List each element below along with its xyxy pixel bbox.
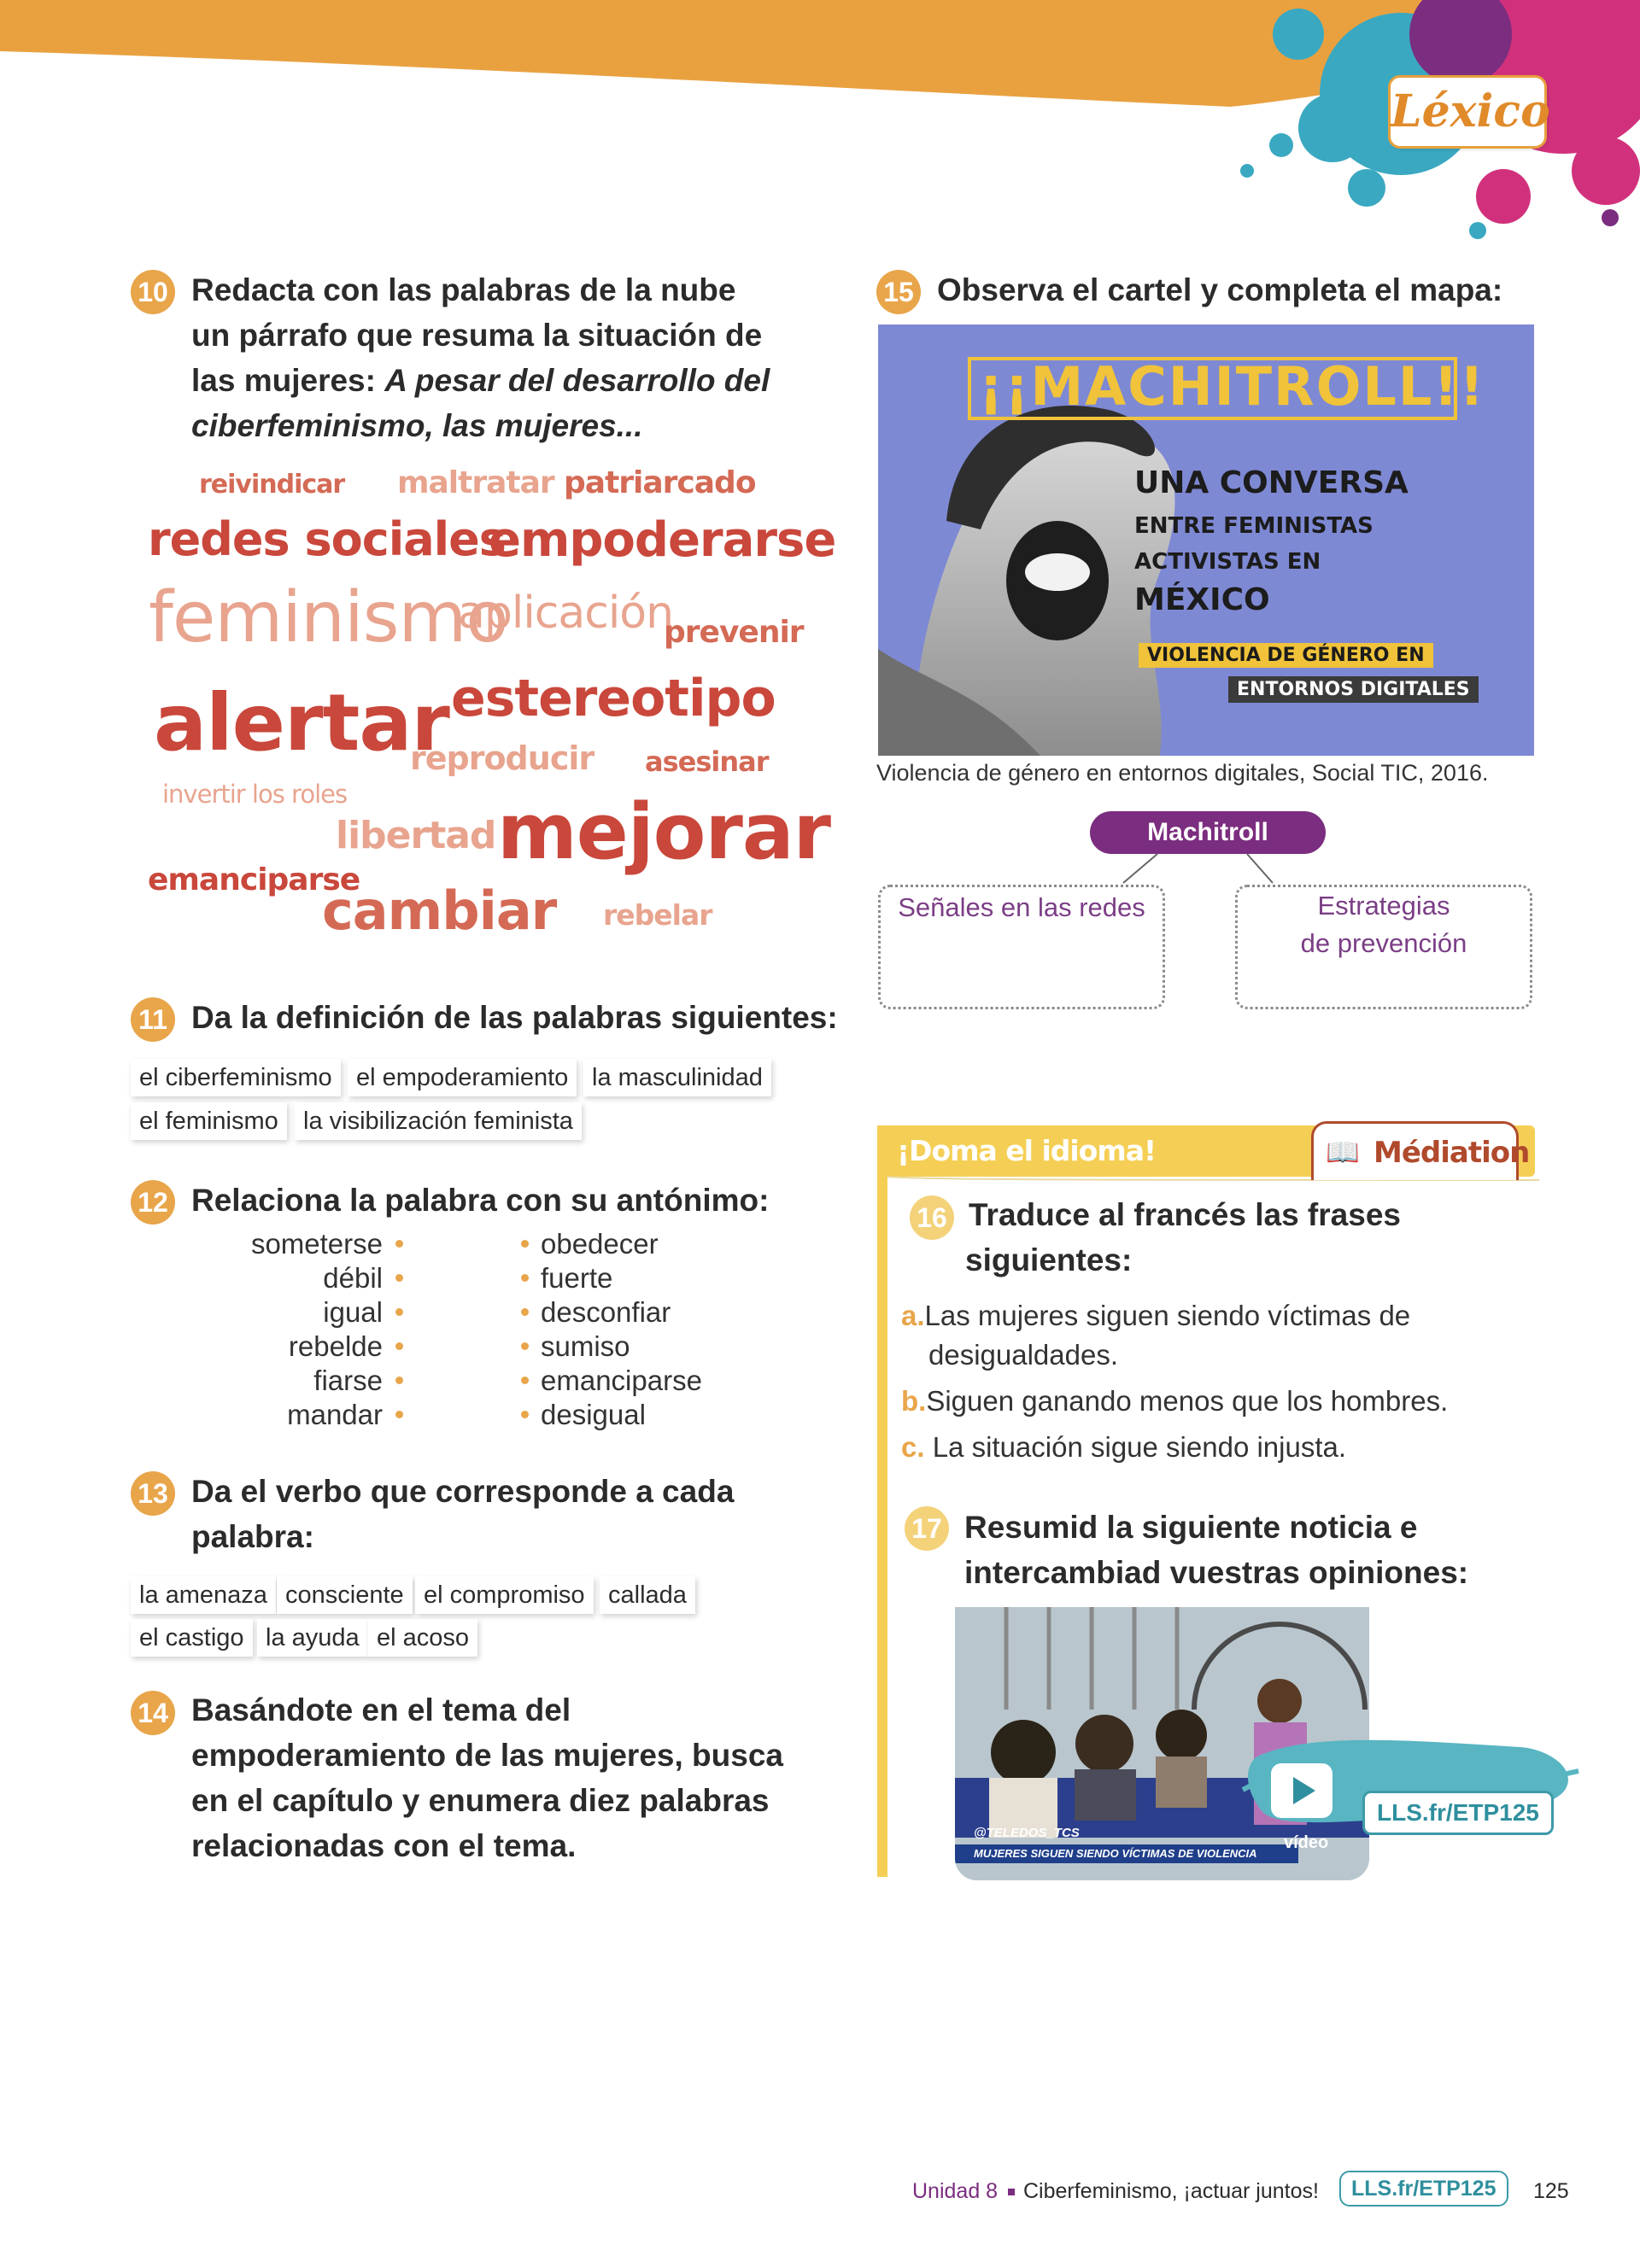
sentence-letter: a. (901, 1300, 925, 1331)
sentence-letter: c. (901, 1431, 925, 1463)
word-chip: el acoso (368, 1619, 477, 1657)
word-chip: el empoderamiento (348, 1059, 577, 1096)
video-label: vídeo (1284, 1833, 1329, 1852)
map-box-right-label-1: Estrategias (1317, 891, 1450, 921)
cloud-word-alertar: alertar (154, 677, 449, 769)
word-chip: el feminismo (131, 1102, 287, 1140)
map-box-right[interactable] (1235, 885, 1532, 1009)
word-chip: callada (600, 1576, 695, 1614)
word-chip: el castigo (131, 1619, 253, 1657)
map-connectors (1102, 852, 1290, 886)
ex17-line2: intercambiad vuestras opiniones: (964, 1555, 1469, 1590)
cloud-word-feminismo: feminismo (149, 577, 508, 658)
section-tag: Léxico (1388, 75, 1547, 149)
exercise-number-16: 16 (910, 1195, 954, 1240)
sentence-c (901, 1428, 1448, 1467)
cloud-word-invertir-roles: invertir los roles (162, 780, 348, 809)
word-chip: la masculinidad (583, 1059, 771, 1096)
match-dot-right[interactable] (521, 1342, 529, 1350)
antonym-left-item: fiarse (313, 1365, 383, 1396)
match-dot-left[interactable] (395, 1308, 403, 1316)
ex10-line4 (191, 403, 770, 448)
video-ticker: MUJERES SIGUEN SIENDO VÍCTIMAS DE VIOLENCIA (955, 1844, 1298, 1863)
match-dot-left[interactable] (395, 1342, 403, 1350)
poster-line-4: MÉXICO (1134, 582, 1270, 617)
sentence-text: Las mujeres siguen siendo víctimas de (924, 1300, 1411, 1331)
footer-separator (1008, 2189, 1015, 2195)
cloud-word-prevenir: prevenir (664, 615, 804, 650)
poster-line-2: ENTRE FEMINISTAS (1134, 513, 1374, 539)
exercise-number-12: 12 (131, 1180, 175, 1225)
ex16-line1: Traduce al francés las frases (969, 1197, 1401, 1232)
cloud-word-asesinar: asesinar (645, 745, 769, 778)
play-button[interactable] (1271, 1763, 1332, 1818)
antonym-left-item: someterse (250, 1228, 383, 1260)
cloud-word-emanciparse: emanciparse (148, 862, 360, 897)
ex14-line3: en el capítulo y enumera diez palabras (191, 1783, 770, 1818)
antonym-left-item: mandar (287, 1399, 383, 1430)
poster-caption: Violencia de género en entornos digitales, Social TIC, 2016. (876, 760, 1489, 786)
footer-title: Ciberfeminismo, ¡actuar juntos! (1023, 2179, 1319, 2203)
map-center-node: Machitroll (1090, 811, 1326, 854)
exercise-number-14: 14 (131, 1691, 175, 1735)
sentence-a-cont: desigualdades. (928, 1339, 1119, 1371)
word-chip: el ciberfeminismo (131, 1059, 341, 1096)
cloud-word-rebelar: rebelar (603, 898, 712, 932)
footer-link[interactable]: LLS.fr/ETP125 (1339, 2171, 1508, 2207)
poster-headline: ¡¡MACHITROLL!! (979, 355, 1485, 418)
map-box-right-label-2: de prevención (1300, 928, 1467, 958)
exercise-number-10: 10 (131, 270, 175, 314)
ex10-line1: Redacta con las palabras de la nube (191, 272, 736, 307)
sentence-a (901, 1296, 1448, 1336)
mediation-tab-label: Médiation (1374, 1136, 1530, 1170)
book-icon: 📖 (1326, 1137, 1360, 1167)
exercise-13-instructions (191, 1469, 734, 1559)
poster-band-2: ENTORNOS DIGITALES (1228, 676, 1479, 703)
match-dot-left[interactable] (395, 1274, 403, 1282)
cloud-word-mejorar: mejorar (497, 787, 831, 877)
ex14-line1: Basándote en el tema del (191, 1692, 571, 1727)
video-handle: @TELEDOS_TCS (974, 1826, 1080, 1840)
match-dot-right[interactable] (521, 1274, 529, 1282)
antonym-right-item: fuerte (541, 1262, 613, 1294)
cloud-word-aplicacion: aplicación (458, 587, 674, 639)
antonym-right-item: emanciparse (541, 1365, 702, 1396)
antonym-right-item: desconfiar (541, 1296, 671, 1328)
ex10-line2: un párrafo que resuma la situación de (191, 318, 763, 353)
mediation-banner: ¡Doma el idioma! (897, 1134, 1157, 1167)
ex16-line2: siguientes: (965, 1242, 1133, 1277)
play-icon (1271, 1763, 1332, 1818)
match-dot-left[interactable] (395, 1411, 403, 1418)
cloud-word-patriarcado: patriarcado (564, 465, 756, 500)
sentence-text: La situación sigue siendo injusta. (932, 1431, 1347, 1463)
poster-line-1: UNA CONVERSA (1134, 465, 1409, 500)
map-box-left-label: Señales en las redes (898, 892, 1145, 922)
antonym-left-item: rebelde (288, 1330, 383, 1362)
ex10-line3a: las mujeres: (191, 363, 385, 398)
footer-unit: Unidad 8 (912, 2179, 999, 2203)
word-chip: la visibilización feminista (295, 1102, 582, 1140)
word-chip: la amenaza (131, 1576, 276, 1614)
cloud-word-libertad: libertad (336, 814, 496, 857)
exercise-number-13: 13 (131, 1471, 175, 1516)
match-dot-right[interactable] (521, 1411, 529, 1418)
antonym-left-item: débil (323, 1262, 383, 1294)
ex14-line2: empoderamiento de las mujeres, busca (191, 1738, 783, 1773)
cloud-word-reproducir: reproducir (410, 739, 594, 777)
exercise-11-title: Da la definición de las palabras siguientes: (191, 1000, 838, 1035)
sentence-b (901, 1382, 1448, 1421)
sentence-text: Siguen ganando menos que los hombres. (926, 1385, 1449, 1417)
ex16-sentences (901, 1296, 1448, 1467)
cloud-word-empoderarse: empoderarse (489, 512, 836, 568)
ex17-line1: Resumid la siguiente noticia e (964, 1510, 1418, 1545)
cloud-word-redes-sociales: redes sociales (148, 512, 506, 566)
exercise-16-instructions (965, 1192, 1401, 1283)
ex13-line1: Da el verbo que corresponde a cada (191, 1474, 735, 1509)
poster-line-3: ACTIVISTAS EN (1134, 549, 1321, 575)
antonym-left-item: igual (323, 1296, 383, 1328)
word-chip: el compromiso (415, 1576, 594, 1614)
exercise-12-title: Relaciona la palabra con su antónimo: (191, 1183, 770, 1218)
exercise-17-instructions (964, 1505, 1468, 1595)
poster-subtitle (1134, 508, 1374, 580)
match-dot-right[interactable] (521, 1308, 529, 1316)
poster-band-1: VIOLENCIA DE GÉNERO EN (1139, 643, 1433, 668)
cloud-word-estereotipo: estereotipo (451, 669, 776, 728)
ex10-line3 (191, 358, 770, 403)
exercise-14-instructions (191, 1687, 783, 1868)
cloud-word-reivindicar: reivindicar (199, 470, 345, 500)
map-box-left[interactable] (878, 885, 1165, 1009)
exercise-number-11: 11 (131, 997, 175, 1042)
cloud-word-maltratar: maltratar (397, 465, 554, 500)
match-dot-right[interactable] (521, 1240, 529, 1248)
antonym-right-item: obedecer (541, 1228, 659, 1260)
exercise-15-title: Observa el cartel y completa el mapa: (937, 272, 1503, 307)
ex14-line4: relacionadas con el tema. (191, 1828, 577, 1863)
exercise-number-15: 15 (876, 270, 921, 314)
antonym-right-item: sumiso (541, 1330, 630, 1362)
word-chip: la ayuda (257, 1619, 368, 1657)
page-number: 125 (1533, 2179, 1569, 2203)
exercise-number-17: 17 (905, 1506, 949, 1551)
word-chip: consciente (277, 1576, 413, 1614)
ex13-line2: palabra: (191, 1519, 314, 1554)
ex10-line4-text: ciberfeminismo, las mujeres... (191, 408, 643, 443)
match-dot-right[interactable] (521, 1377, 529, 1384)
mediation-tab (1311, 1121, 1530, 1180)
match-dot-left[interactable] (395, 1377, 403, 1384)
exercise-10-instructions (191, 267, 770, 448)
cloud-word-cambiar: cambiar (322, 880, 557, 942)
ex10-line3b: A pesar del desarrollo del (384, 363, 770, 398)
sentence-letter: b. (901, 1385, 927, 1417)
video-link[interactable]: LLS.fr/ETP125 (1362, 1791, 1554, 1835)
antonym-right-item: desigual (541, 1399, 646, 1430)
machitroll-poster (878, 324, 1534, 756)
match-dot-left[interactable] (395, 1240, 403, 1248)
